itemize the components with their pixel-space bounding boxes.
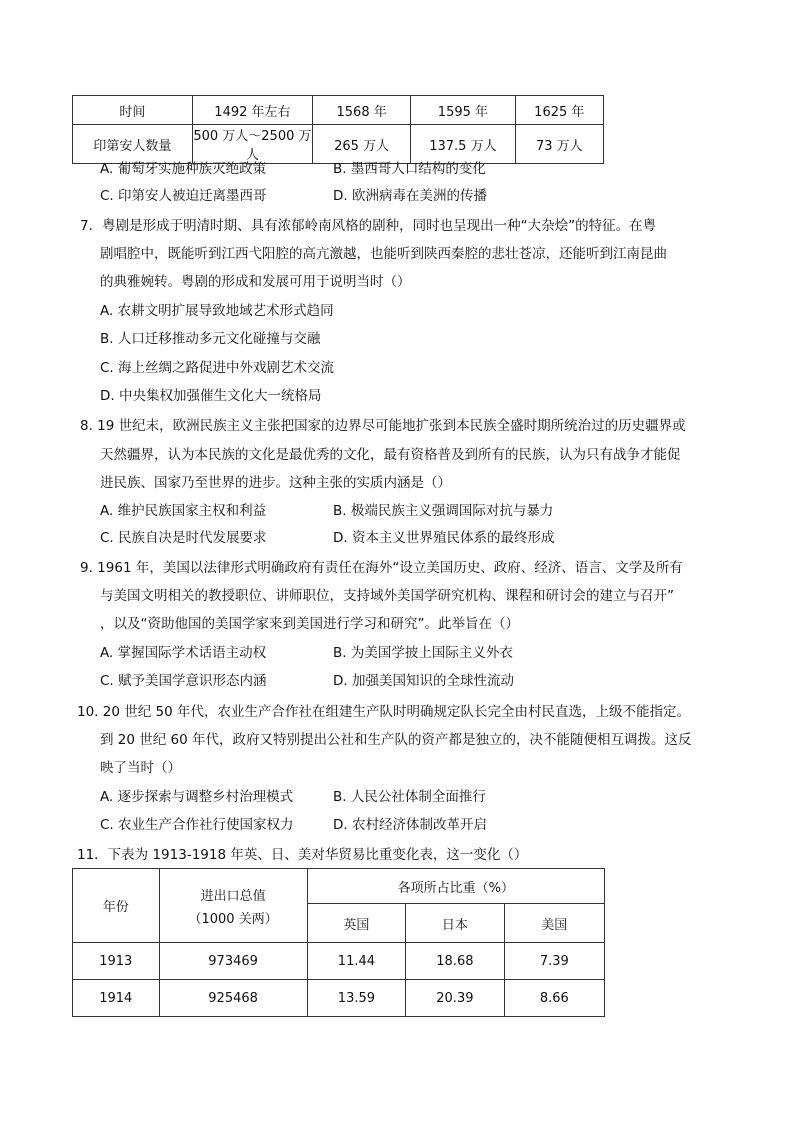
table-header-cell: 各项所占比重（%） xyxy=(307,869,604,904)
total-unit-label: （1000 关两） xyxy=(188,911,278,927)
q9-option-d: D. 加强美国知识的全球性流动 xyxy=(333,673,514,689)
q6-option-b: B. 墨西哥人口结构的变化 xyxy=(333,161,486,177)
table-cell: 1914 xyxy=(73,980,160,1017)
q9-option-b: B. 为美国学披上国际主义外衣 xyxy=(333,645,513,661)
q10-stem-line: 映了当时（） xyxy=(100,760,181,776)
q7-option-d: D. 中央集权加强催生文化大一统格局 xyxy=(100,388,322,404)
table-header-cell: 美国 xyxy=(504,904,604,943)
table-row xyxy=(73,96,604,125)
table-cell: 1913 xyxy=(73,943,160,980)
q7-option-c: C. 海上丝绸之路促进中外戏剧艺术交流 xyxy=(100,360,335,376)
table-header-cell: 时间 xyxy=(73,96,193,125)
q6-option-a: A. 葡萄牙实施种族灭绝政策 xyxy=(100,161,267,177)
table-header-cell: 1492 年左右 xyxy=(192,96,312,125)
table-row xyxy=(73,869,605,904)
q9-stem-line: 与美国文明相关的教授职位、讲师职位，支持域外美国学研究机构、课程和研讨会的建立与召开” xyxy=(100,588,674,604)
q10-option-d: D. 农村经济体制改革开启 xyxy=(333,817,487,833)
table-cell: 印第安人数量 xyxy=(73,125,193,164)
q8-stem-line: 天然疆界，认为本民族的文化是最优秀的文化，最有资格普及到所有的民族，认为只有战争才能促 xyxy=(100,447,681,463)
table-cell: 500 万人～2500 万人 xyxy=(192,125,312,164)
q10-option-b: B. 人民公社体制全面推行 xyxy=(333,789,486,805)
q6-option-c: C. 印第安人被迫迁离墨西哥 xyxy=(100,188,267,204)
table-header-cell: 年份 xyxy=(73,869,160,943)
table-cell: 137.5 万人 xyxy=(411,125,515,164)
q7-stem-line: 剧唱腔中，既能听到江西弋阳腔的高亢激越，也能听到陕西秦腔的悲壮苍凉，还能听到江南昆曲 xyxy=(100,246,667,262)
table-cell: 13.59 xyxy=(307,980,405,1017)
table-row xyxy=(73,943,605,980)
trade-table xyxy=(72,868,605,1017)
q11-stem-line: 11．下表为 1913-1918 年英、日、美对华贸易比重变化表，这一变化（） xyxy=(77,847,528,863)
q6-option-d: D. 欧洲病毒在美洲的传播 xyxy=(333,188,487,204)
table-header-cell xyxy=(159,869,307,943)
table-cell: 73 万人 xyxy=(515,125,603,164)
table-cell: 8.66 xyxy=(504,980,604,1017)
table-cell: 11.44 xyxy=(307,943,405,980)
q8-stem-line: 8. 19 世纪末，欧洲民族主义主张把国家的边界尽可能地扩张到本民族全盛时期所统治过的历史疆界或 xyxy=(80,418,686,434)
q10-option-c: C. 农业生产合作社行使国家权力 xyxy=(100,817,294,833)
q9-option-a: A. 掌握国际学术话语主动权 xyxy=(100,645,267,661)
table-row xyxy=(73,980,605,1017)
q8-option-b: B. 极端民族主义强调国际对抗与暴力 xyxy=(333,503,554,519)
table-cell: 925468 xyxy=(159,980,307,1017)
table-cell: 20.39 xyxy=(406,980,504,1017)
q7-stem-line: 7．粤剧是形成于明清时期、具有浓郁岭南风格的剧种，同时也呈现出一种“大杂烩”的特征。在粤 xyxy=(80,218,657,234)
table-cell: 7.39 xyxy=(504,943,604,980)
q7-option-a: A. 农耕文明扩展导致地域艺术形式趋同 xyxy=(100,303,334,319)
q8-option-a: A. 维护民族国家主权和利益 xyxy=(100,503,267,519)
total-label: 进出口总值 xyxy=(200,888,266,904)
q7-stem-line: 的典雅婉转。粤剧的形成和发展可用于说明当时（） xyxy=(100,274,411,290)
population-table xyxy=(72,95,604,164)
table-header-cell: 1568 年 xyxy=(312,96,410,125)
table-header-cell: 英国 xyxy=(307,904,405,943)
q10-stem-line: 到 20 世纪 60 年代，政府又特别提出公社和生产队的资产都是独立的，决不能随便相互调拨。这反 xyxy=(100,732,692,748)
q9-stem-line: 9. 1961 年，美国以法律形式明确政府有责任在海外“设立美国历史、政府、经济、语言、文学及所有 xyxy=(80,560,683,576)
q8-stem-line: 进民族、国家乃至世界的进步。这种主张的实质内涵是（） xyxy=(100,475,451,491)
table-cell: 18.68 xyxy=(406,943,504,980)
table-header-cell: 1625 年 xyxy=(515,96,603,125)
q9-stem-line: ，以及“资助他国的美国学家来到美国进行学习和研究”。此举旨在（） xyxy=(100,616,519,632)
q10-option-a: A. 逐步探索与调整乡村治理模式 xyxy=(100,789,294,805)
q7-option-b: B. 人口迁移推动多元文化碰撞与交融 xyxy=(100,331,321,347)
q8-option-c: C. 民族自决是时代发展要求 xyxy=(100,530,267,546)
table-header-cell: 1595 年 xyxy=(411,96,515,125)
table-header-cell: 日本 xyxy=(406,904,504,943)
table-cell: 265 万人 xyxy=(312,125,410,164)
q9-option-c: C. 赋予美国学意识形态内涵 xyxy=(100,673,267,689)
q8-option-d: D. 资本主义世界殖民体系的最终形成 xyxy=(333,530,555,546)
table-cell: 973469 xyxy=(159,943,307,980)
q10-stem-line: 10. 20 世纪 50 年代，农业生产合作社在组建生产队时明确规定队长完全由村民直选，上级不能指定。 xyxy=(77,704,690,720)
